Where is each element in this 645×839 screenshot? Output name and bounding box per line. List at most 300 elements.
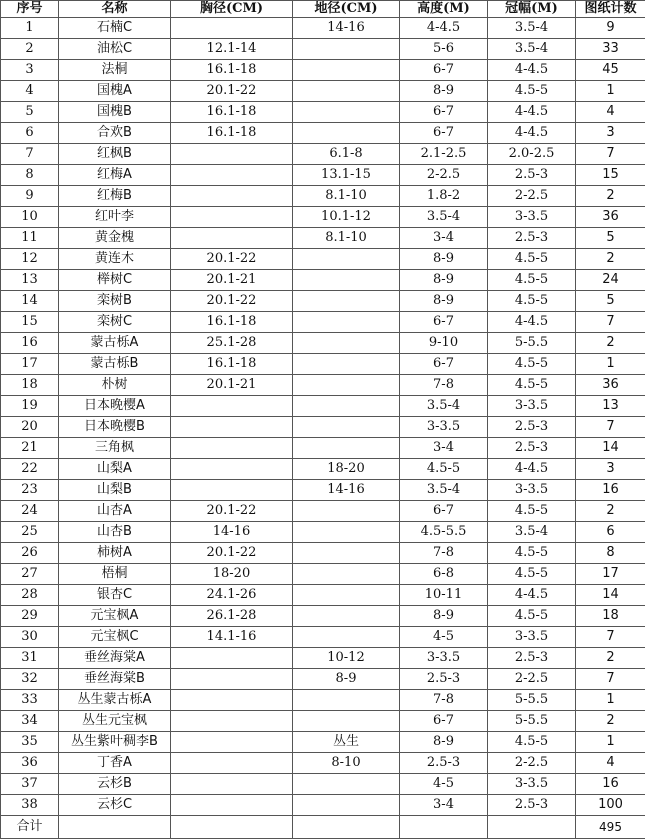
plant-name: 榉树C (59, 270, 171, 291)
drawing-count: 7 (576, 669, 645, 690)
crown-width: 3-3.5 (488, 396, 576, 417)
trunk-diameter: 16.1-18 (171, 312, 293, 333)
trunk-diameter: 14.1-16 (171, 627, 293, 648)
table-row (1, 333, 645, 354)
ground-diameter: 8-10 (293, 753, 400, 774)
plant-name: 垂丝海棠A (59, 648, 171, 669)
height: 8-9 (400, 81, 488, 102)
table-row (1, 354, 645, 375)
row-index: 11 (1, 228, 59, 249)
ground-diameter (293, 249, 400, 270)
header-trunk-diameter: 胸径(CM) (171, 1, 293, 18)
trunk-diameter: 16.1-18 (171, 102, 293, 123)
row-index: 21 (1, 438, 59, 459)
ground-diameter: 8.1-10 (293, 228, 400, 249)
plant-name: 法桐 (59, 60, 171, 81)
ground-diameter (293, 312, 400, 333)
drawing-count: 16 (576, 774, 645, 795)
table-row (1, 711, 645, 732)
crown-width: 2-2.5 (488, 669, 576, 690)
crown-width: 2.5-3 (488, 795, 576, 816)
trunk-diameter: 25.1-28 (171, 333, 293, 354)
table-row (1, 795, 645, 816)
trunk-diameter: 14-16 (171, 522, 293, 543)
ground-diameter: 14-16 (293, 480, 400, 501)
height: 2.5-3 (400, 669, 488, 690)
trunk-diameter (171, 228, 293, 249)
row-index: 27 (1, 564, 59, 585)
crown-width: 2.5-3 (488, 228, 576, 249)
height: 6-7 (400, 354, 488, 375)
row-index: 33 (1, 690, 59, 711)
ground-diameter (293, 417, 400, 438)
plant-name: 梧桐 (59, 564, 171, 585)
drawing-count: 15 (576, 165, 645, 186)
drawing-count: 2 (576, 249, 645, 270)
table-row (1, 648, 645, 669)
row-index: 16 (1, 333, 59, 354)
crown-width: 3.5-4 (488, 18, 576, 39)
crown-width: 4.5-5 (488, 606, 576, 627)
row-index: 38 (1, 795, 59, 816)
table-row (1, 60, 645, 81)
height: 3.5-4 (400, 480, 488, 501)
crown-width: 2.5-3 (488, 417, 576, 438)
plant-name: 丁香A (59, 753, 171, 774)
crown-width: 4-4.5 (488, 123, 576, 144)
trunk-diameter: 24.1-26 (171, 585, 293, 606)
row-index: 18 (1, 375, 59, 396)
trunk-diameter (171, 690, 293, 711)
plant-name: 丛生紫叶稠李B (59, 732, 171, 753)
plant-name: 柿树A (59, 543, 171, 564)
height: 1.8-2 (400, 186, 488, 207)
crown-width: 2.5-3 (488, 648, 576, 669)
crown-width: 4.5-5 (488, 81, 576, 102)
table-row (1, 228, 645, 249)
trunk-diameter: 16.1-18 (171, 60, 293, 81)
trunk-diameter (171, 438, 293, 459)
height: 6-7 (400, 501, 488, 522)
trunk-diameter (171, 186, 293, 207)
ground-diameter (293, 501, 400, 522)
height: 2-2.5 (400, 165, 488, 186)
height: 10-11 (400, 585, 488, 606)
total-blank (59, 816, 171, 839)
drawing-count: 2 (576, 501, 645, 522)
height: 3.5-4 (400, 396, 488, 417)
drawing-count: 14 (576, 438, 645, 459)
plant-name: 红叶李 (59, 207, 171, 228)
crown-width: 4.5-5 (488, 732, 576, 753)
drawing-count: 2 (576, 333, 645, 354)
row-index: 31 (1, 648, 59, 669)
drawing-count: 1 (576, 81, 645, 102)
plant-name: 油松C (59, 39, 171, 60)
row-index: 10 (1, 207, 59, 228)
ground-diameter (293, 354, 400, 375)
table-row (1, 207, 645, 228)
row-index: 13 (1, 270, 59, 291)
drawing-count: 3 (576, 123, 645, 144)
ground-diameter: 13.1-15 (293, 165, 400, 186)
table-row (1, 144, 645, 165)
drawing-count: 8 (576, 543, 645, 564)
ground-diameter (293, 102, 400, 123)
drawing-count: 1 (576, 732, 645, 753)
plant-name: 日本晚樱B (59, 417, 171, 438)
crown-width: 4.5-5 (488, 291, 576, 312)
drawing-count: 5 (576, 291, 645, 312)
plant-name: 山杏B (59, 522, 171, 543)
trunk-diameter: 26.1-28 (171, 606, 293, 627)
row-index: 25 (1, 522, 59, 543)
plant-name: 朴树 (59, 375, 171, 396)
crown-width: 4-4.5 (488, 585, 576, 606)
table-row (1, 669, 645, 690)
table-row (1, 312, 645, 333)
ground-diameter (293, 81, 400, 102)
ground-diameter (293, 795, 400, 816)
row-index: 28 (1, 585, 59, 606)
crown-width: 4.5-5 (488, 375, 576, 396)
drawing-count: 1 (576, 354, 645, 375)
height: 6-7 (400, 102, 488, 123)
trunk-diameter: 18-20 (171, 564, 293, 585)
trunk-diameter (171, 18, 293, 39)
row-index: 22 (1, 459, 59, 480)
drawing-count: 100 (576, 795, 645, 816)
drawing-count: 1 (576, 690, 645, 711)
table-row (1, 543, 645, 564)
row-index: 1 (1, 18, 59, 39)
trunk-diameter: 20.1-22 (171, 81, 293, 102)
header-index: 序号 (1, 1, 59, 18)
trunk-diameter: 16.1-18 (171, 354, 293, 375)
row-index: 5 (1, 102, 59, 123)
drawing-count: 6 (576, 522, 645, 543)
plant-name: 黄金槐 (59, 228, 171, 249)
row-index: 4 (1, 81, 59, 102)
plant-name: 红梅A (59, 165, 171, 186)
total-blank (293, 816, 400, 839)
ground-diameter: 18-20 (293, 459, 400, 480)
height: 6-7 (400, 312, 488, 333)
trunk-diameter (171, 165, 293, 186)
height: 3-4 (400, 438, 488, 459)
crown-width: 2-2.5 (488, 186, 576, 207)
crown-width: 4-4.5 (488, 459, 576, 480)
row-index: 36 (1, 753, 59, 774)
trunk-diameter: 20.1-21 (171, 375, 293, 396)
plant-name: 蒙古栎B (59, 354, 171, 375)
row-index: 14 (1, 291, 59, 312)
plant-name: 栾树B (59, 291, 171, 312)
total-row (1, 816, 645, 839)
plant-name: 石楠C (59, 18, 171, 39)
trunk-diameter (171, 417, 293, 438)
table-row (1, 438, 645, 459)
row-index: 17 (1, 354, 59, 375)
row-index: 15 (1, 312, 59, 333)
header-ground-diameter: 地径(CM) (293, 1, 400, 18)
plant-name: 栾树C (59, 312, 171, 333)
table-row (1, 375, 645, 396)
height: 2.5-3 (400, 753, 488, 774)
plant-name: 山梨B (59, 480, 171, 501)
height: 7-8 (400, 543, 488, 564)
row-index: 12 (1, 249, 59, 270)
header-height: 高度(M) (400, 1, 488, 18)
plant-name: 山梨A (59, 459, 171, 480)
trunk-diameter (171, 774, 293, 795)
row-index: 29 (1, 606, 59, 627)
table-row (1, 249, 645, 270)
trunk-diameter: 12.1-14 (171, 39, 293, 60)
crown-width: 4-4.5 (488, 312, 576, 333)
row-index: 35 (1, 732, 59, 753)
plant-name: 日本晚樱A (59, 396, 171, 417)
table-row (1, 165, 645, 186)
height: 3-3.5 (400, 648, 488, 669)
ground-diameter (293, 60, 400, 81)
plant-name: 山杏A (59, 501, 171, 522)
drawing-count: 14 (576, 585, 645, 606)
trunk-diameter: 20.1-22 (171, 249, 293, 270)
crown-width: 3.5-4 (488, 39, 576, 60)
trunk-diameter (171, 795, 293, 816)
height: 6-7 (400, 123, 488, 144)
crown-width: 4.5-5 (488, 354, 576, 375)
ground-diameter (293, 774, 400, 795)
drawing-count: 5 (576, 228, 645, 249)
ground-diameter: 丛生 (293, 732, 400, 753)
height: 4.5-5 (400, 459, 488, 480)
ground-diameter: 8-9 (293, 669, 400, 690)
drawing-count: 16 (576, 480, 645, 501)
height: 8-9 (400, 606, 488, 627)
crown-width: 4.5-5 (488, 270, 576, 291)
height: 8-9 (400, 291, 488, 312)
height: 3.5-4 (400, 207, 488, 228)
table-row (1, 291, 645, 312)
drawing-count: 18 (576, 606, 645, 627)
plant-name: 国槐B (59, 102, 171, 123)
table-row (1, 606, 645, 627)
trunk-diameter (171, 648, 293, 669)
drawing-count: 36 (576, 207, 645, 228)
drawing-count: 3 (576, 459, 645, 480)
ground-diameter (293, 438, 400, 459)
total-blank (400, 816, 488, 839)
ground-diameter (293, 627, 400, 648)
row-index: 37 (1, 774, 59, 795)
drawing-count: 13 (576, 396, 645, 417)
plant-name: 云杉C (59, 795, 171, 816)
height: 8-9 (400, 249, 488, 270)
table-row (1, 39, 645, 60)
trunk-diameter: 20.1-22 (171, 291, 293, 312)
row-index: 23 (1, 480, 59, 501)
row-index: 19 (1, 396, 59, 417)
table-body (1, 18, 645, 816)
table-row (1, 459, 645, 480)
ground-diameter: 10-12 (293, 648, 400, 669)
height: 5-6 (400, 39, 488, 60)
drawing-count: 4 (576, 102, 645, 123)
row-index: 20 (1, 417, 59, 438)
plant-name: 丛生蒙古栎A (59, 690, 171, 711)
total-blank (171, 816, 293, 839)
crown-width: 5-5.5 (488, 711, 576, 732)
trunk-diameter: 16.1-18 (171, 123, 293, 144)
row-index: 7 (1, 144, 59, 165)
plant-name: 蒙古栎A (59, 333, 171, 354)
trunk-diameter: 20.1-22 (171, 501, 293, 522)
trunk-diameter (171, 711, 293, 732)
table-row (1, 417, 645, 438)
plant-name: 黄连木 (59, 249, 171, 270)
table-row (1, 753, 645, 774)
crown-width: 4-4.5 (488, 60, 576, 81)
height: 2.1-2.5 (400, 144, 488, 165)
height: 4-4.5 (400, 18, 488, 39)
row-index: 26 (1, 543, 59, 564)
table-row (1, 480, 645, 501)
ground-diameter: 8.1-10 (293, 186, 400, 207)
drawing-count: 9 (576, 18, 645, 39)
row-index: 3 (1, 60, 59, 81)
total-label: 合计 (1, 816, 59, 839)
height: 4.5-5.5 (400, 522, 488, 543)
crown-width: 3.5-4 (488, 522, 576, 543)
ground-diameter (293, 39, 400, 60)
trunk-diameter: 20.1-21 (171, 270, 293, 291)
table-row (1, 564, 645, 585)
trunk-diameter (171, 732, 293, 753)
ground-diameter: 6.1-8 (293, 144, 400, 165)
drawing-count: 4 (576, 753, 645, 774)
crown-width: 4.5-5 (488, 249, 576, 270)
ground-diameter (293, 522, 400, 543)
drawing-count: 2 (576, 186, 645, 207)
drawing-count: 7 (576, 144, 645, 165)
ground-diameter: 10.1-12 (293, 207, 400, 228)
height: 3-4 (400, 795, 488, 816)
drawing-count: 7 (576, 312, 645, 333)
header-name: 名称 (59, 1, 171, 18)
crown-width: 2-2.5 (488, 753, 576, 774)
crown-width: 2.0-2.5 (488, 144, 576, 165)
height: 7-8 (400, 375, 488, 396)
drawing-count: 36 (576, 375, 645, 396)
row-index: 30 (1, 627, 59, 648)
ground-diameter (293, 543, 400, 564)
total-blank (488, 816, 576, 839)
trunk-diameter (171, 144, 293, 165)
height: 4-5 (400, 627, 488, 648)
crown-width: 3-3.5 (488, 207, 576, 228)
drawing-count: 7 (576, 627, 645, 648)
ground-diameter (293, 333, 400, 354)
header-crown-width: 冠幅(M) (488, 1, 576, 18)
ground-diameter (293, 396, 400, 417)
table-row (1, 585, 645, 606)
table-row (1, 774, 645, 795)
drawing-count: 45 (576, 60, 645, 81)
height: 4-5 (400, 774, 488, 795)
trunk-diameter (171, 480, 293, 501)
plant-name: 丛生元宝枫 (59, 711, 171, 732)
ground-diameter: 14-16 (293, 18, 400, 39)
ground-diameter (293, 291, 400, 312)
trunk-diameter (171, 207, 293, 228)
ground-diameter (293, 123, 400, 144)
header-drawing-count: 图纸计数 (576, 1, 645, 18)
height: 8-9 (400, 270, 488, 291)
header-row (1, 1, 645, 18)
crown-width: 2.5-3 (488, 438, 576, 459)
drawing-count: 33 (576, 39, 645, 60)
plant-name: 国槐A (59, 81, 171, 102)
table-row (1, 627, 645, 648)
drawing-count: 7 (576, 417, 645, 438)
table-row (1, 270, 645, 291)
drawing-count: 2 (576, 648, 645, 669)
plant-name: 银杏C (59, 585, 171, 606)
trunk-diameter (171, 459, 293, 480)
plant-name: 元宝枫C (59, 627, 171, 648)
crown-width: 5-5.5 (488, 690, 576, 711)
table-row (1, 522, 645, 543)
table-row (1, 186, 645, 207)
crown-width: 3-3.5 (488, 627, 576, 648)
row-index: 2 (1, 39, 59, 60)
table-row (1, 732, 645, 753)
ground-diameter (293, 270, 400, 291)
trunk-diameter: 20.1-22 (171, 543, 293, 564)
table-row (1, 18, 645, 39)
height: 6-8 (400, 564, 488, 585)
plant-name: 红枫B (59, 144, 171, 165)
trunk-diameter (171, 753, 293, 774)
row-index: 24 (1, 501, 59, 522)
plant-name: 垂丝海棠B (59, 669, 171, 690)
trunk-diameter (171, 396, 293, 417)
height: 3-4 (400, 228, 488, 249)
ground-diameter (293, 690, 400, 711)
height: 6-7 (400, 60, 488, 81)
height: 3-3.5 (400, 417, 488, 438)
crown-width: 3-3.5 (488, 480, 576, 501)
row-index: 6 (1, 123, 59, 144)
height: 8-9 (400, 732, 488, 753)
row-index: 9 (1, 186, 59, 207)
table-row (1, 102, 645, 123)
table-row (1, 123, 645, 144)
crown-width: 4-4.5 (488, 102, 576, 123)
plant-name: 合欢B (59, 123, 171, 144)
plant-name: 元宝枫A (59, 606, 171, 627)
ground-diameter (293, 564, 400, 585)
height: 7-8 (400, 690, 488, 711)
crown-width: 4.5-5 (488, 564, 576, 585)
plant-name: 红梅B (59, 186, 171, 207)
table-row (1, 396, 645, 417)
ground-diameter (293, 375, 400, 396)
height: 6-7 (400, 711, 488, 732)
row-index: 34 (1, 711, 59, 732)
